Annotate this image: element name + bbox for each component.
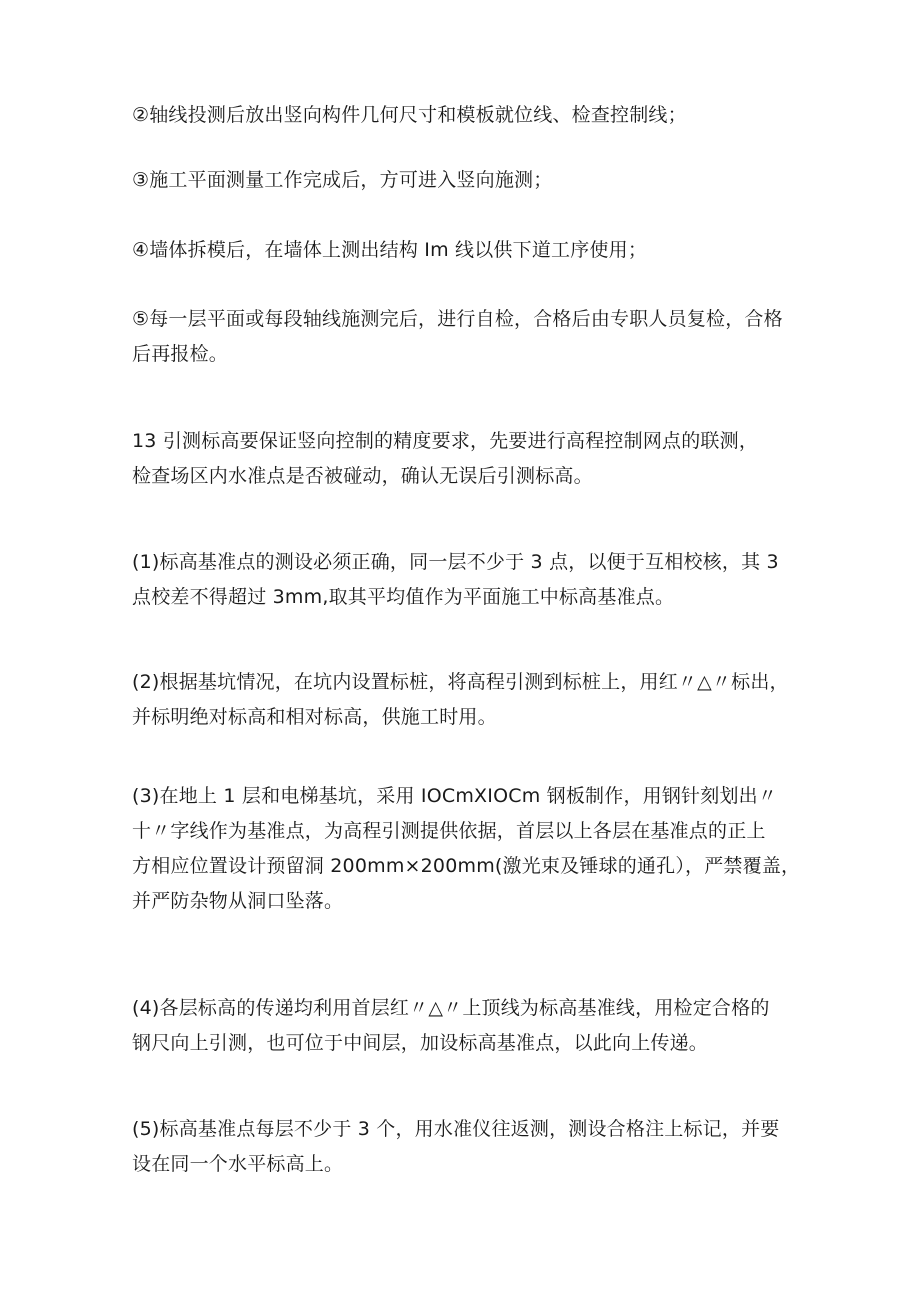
paragraph-line: 设在同一个水平标高上。 xyxy=(132,1153,344,1175)
paragraph-line: 钢尺向上引测，也可位于中间层，加设标高基准点，以此向上传递。 xyxy=(132,1032,709,1054)
paragraph-line: (2)根据基坑情况，在坑内设置标桩，将高程引测到标桩上，用红〃△〃标出， xyxy=(132,671,789,693)
paragraph-5 xyxy=(132,424,802,494)
paragraph-line: 方相应位置设计预留洞 200mm×200mm(激光束及锤球的通孔），严禁覆盖， xyxy=(132,855,801,877)
paragraph-line: 13 引测标高要保证竖向控制的精度要求，先要进行高程控制网点的联测， xyxy=(132,430,759,452)
paragraph-3 xyxy=(132,233,802,268)
paragraph-line: 并标明绝对标高和相对标高，供施工时用。 xyxy=(132,706,497,728)
paragraph-8 xyxy=(132,779,802,919)
paragraph-line: ④墙体拆模后，在墙体上测出结构 Im 线以供下道工序使用； xyxy=(132,239,648,261)
paragraph-line: 并严防杂物从洞口坠落。 xyxy=(132,890,344,912)
paragraph-line: (4)各层标高的传递均利用首层红〃△〃上顶线为标高基准线，用检定合格的 xyxy=(132,997,770,1019)
paragraph-line: ③施工平面测量工作完成后，方可进入竖向施测； xyxy=(132,169,553,191)
paragraph-line: ⑤每一层平面或每段轴线施测完后，进行自检，合格后由专职人员复检，合格 xyxy=(132,308,783,330)
paragraph-9 xyxy=(132,991,802,1061)
paragraph-line: 点校差不得超过 3mm,取其平均值作为平面施工中标高基准点。 xyxy=(132,586,675,608)
paragraph-4 xyxy=(132,302,802,372)
paragraph-line: (5)标高基准点每层不少于 3 个，用水准仪往返测，测设合格注上标记，并要 xyxy=(132,1118,780,1140)
paragraph-10 xyxy=(132,1112,802,1182)
paragraph-line: 十〃字线作为基准点，为高程引测提供依据，首层以上各层在基准点的正上 xyxy=(132,820,766,842)
paragraph-1 xyxy=(132,98,802,133)
paragraph-2 xyxy=(132,163,802,198)
paragraph-line: (1)标高基准点的测设必须正确，同一层不少于 3 点，以便于互相校核，其 3 xyxy=(132,551,779,573)
paragraph-line: 后再报检。 xyxy=(132,343,229,365)
paragraph-line: 检查场区内水准点是否被碰动，确认无误后引测标高。 xyxy=(132,465,593,487)
paragraph-line: ②轴线投测后放出竖向构件几何尺寸和模板就位线、检查控制线； xyxy=(132,104,687,126)
paragraph-7 xyxy=(132,665,802,735)
paragraph-line: (3)在地上 1 层和电梯基坑，采用 IOCmXIOCm 钢板制作，用钢针刻划出〃 xyxy=(132,785,778,807)
paragraph-6 xyxy=(132,545,802,615)
